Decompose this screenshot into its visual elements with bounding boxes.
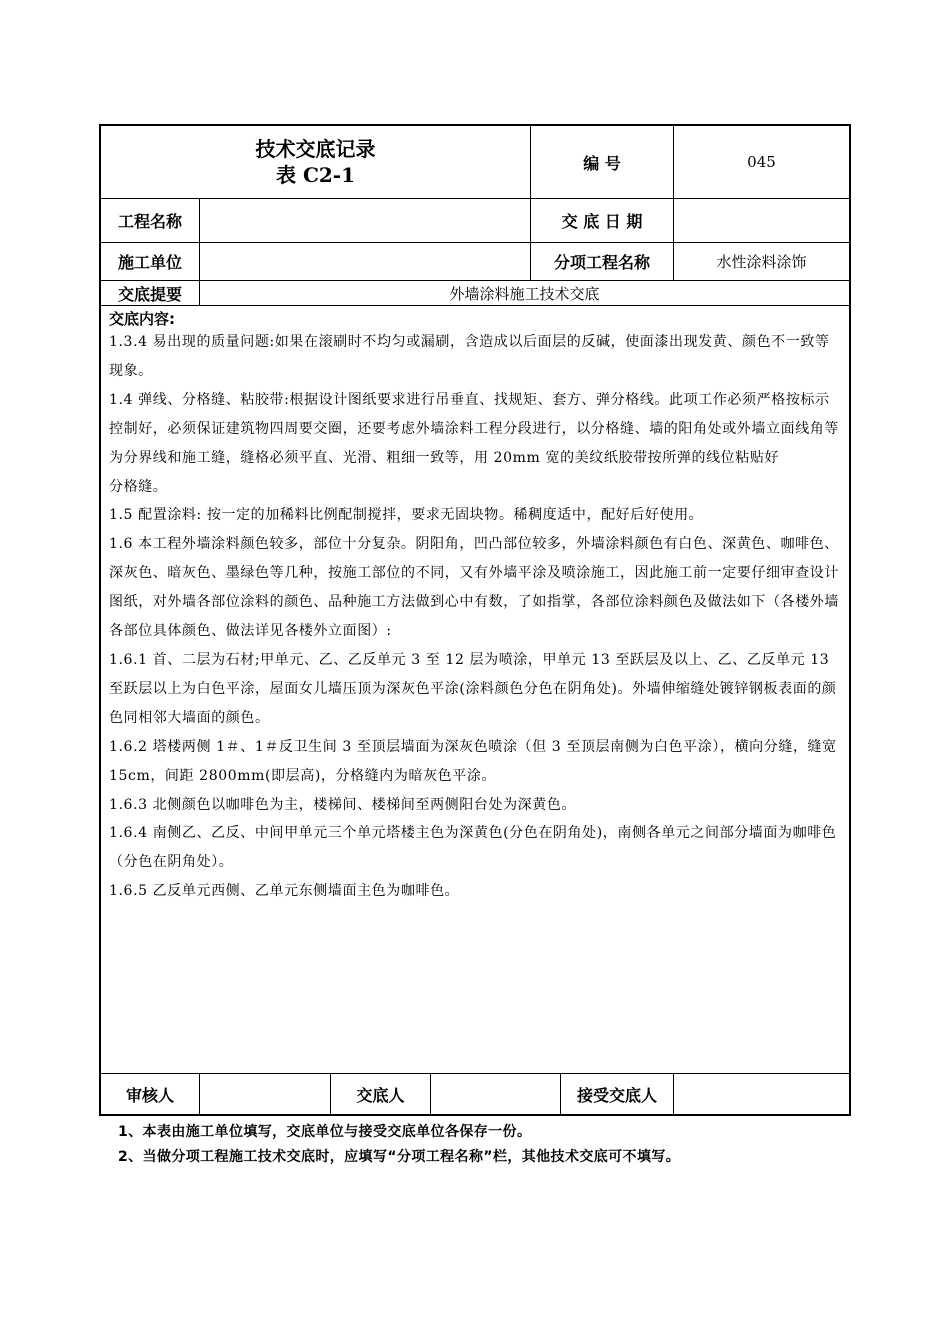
- title-row: [101, 126, 849, 199]
- content-paragraph: 1.6.3 北侧颜色以咖啡色为主，楼梯间、楼梯间至两侧阳台处为深黄色。: [109, 796, 577, 813]
- summary-row: [101, 281, 849, 306]
- signature-row: [101, 1074, 849, 1114]
- project-name-label: 工程名称: [101, 199, 200, 242]
- subproject-label: 分项工程名称: [531, 243, 674, 280]
- technical-disclosure-form: [99, 124, 851, 1116]
- content-paragraph: 1.3.4 易出现的质量问题:如果在滚刷时不均匀或漏刷，含造成以后面层的反碱，使面漆出现发黄、颜色不一致等现象。: [109, 334, 830, 379]
- content-paragraph: 1.5 配置涂料: 按一定的加稀料比例配制搅拌，要求无固块物。稀稠度适中，配好后好使用。: [109, 507, 704, 524]
- content-paragraph: 1.6.4 南侧乙、乙反、中间甲单元三个单元塔楼主色为深黄色(分色在阴角处)，南侧各单元之间部分墙面为咖啡色（分色在阴角处）。: [109, 825, 837, 871]
- content-paragraph: 1.6.1 首、二层为石材;甲单元、乙、乙反单元 3 至 12 层为喷涂，甲单元 13 至跃层及以上、乙、乙反单元 13 至跃层以上为白色平涂，屋面女儿墙压顶为深灰色平涂(涂料颜色分色在阴角处)。外墙伸缩缝处镀锌钢板表面的颜色同相邻大墙面的颜色。: [109, 651, 837, 726]
- unit-value: [200, 243, 531, 280]
- title-cell: [101, 126, 531, 198]
- content-heading: 交底内容:: [109, 310, 175, 328]
- reviewer-value: [200, 1074, 331, 1114]
- summary-label: 交底提要: [101, 281, 200, 305]
- receiver-label: 接受交底人: [561, 1074, 674, 1114]
- date-value: [674, 199, 849, 242]
- form-notes: [118, 1120, 858, 1170]
- date-label: 交 底 日 期: [531, 199, 674, 242]
- discloser-label: 交底人: [331, 1074, 431, 1114]
- unit-row: [101, 243, 849, 281]
- subproject-value: 水性涂料涂饰: [716, 253, 807, 271]
- project-row: [101, 199, 849, 243]
- reviewer-label: 审核人: [101, 1074, 200, 1114]
- unit-label: 施工单位: [101, 243, 200, 280]
- disclosure-content: [101, 306, 849, 1074]
- content-paragraph: 1.6.5 乙反单元西侧、乙单元东侧墙面主色为咖啡色。: [109, 883, 460, 900]
- number-value: 045: [747, 153, 776, 171]
- content-paragraph: 1.6 本工程外墙涂料颜色较多，部位十分复杂。阴阳角，凹凸部位较多，外墙涂料颜色有白色、深黄色、咖啡色、深灰色、暗灰色、墨绿色等几种，按施工部位的不同，又有外墙平涂及喷涂施工，因此施工前一定要仔细审查设计图纸，对外墙各部位涂料的颜色、品种施工方法做到心中有数，了如指掌，各部位涂料颜色及做法如下（各楼外墙各部位具体颜色、做法详见各楼外立面图）:: [109, 536, 839, 640]
- note-item: 2、当做分项工程施工技术交底时，应填写“分项工程名称”栏，其他技术交底可不填写。: [118, 1149, 681, 1165]
- note-item: 1、本表由施工单位填写，交底单位与接受交底单位各保存一份。: [118, 1124, 532, 1140]
- receiver-value: [674, 1074, 849, 1114]
- content-paragraph: 1.4 弹线、分格缝、粘胶带:根据设计图纸要求进行吊垂直、找规矩、套方、弹分格线。此项工作必须严格按标示控制好，必须保证建筑物四周要交圈，还要考虑外墙涂料工程分段进行，以分格缝、墙的阳角处或外墙立面线角等为分界线和施工缝，缝格必须平直、光滑、粗细一致等，用 20mm 宽的美纹纸胶带按所弹的线位粘贴好: [109, 391, 839, 466]
- project-name-value: [200, 199, 531, 242]
- content-paragraph: 1.6.2 塔楼两侧 1＃、1＃反卫生间 3 至顶层墙面为深灰色喷涂（但 3 至顶层南侧为白色平涂），横向分缝，缝宽 15cm，间距 2800mm(即层高)，分格缝内为暗灰色平涂。: [109, 738, 837, 784]
- number-label: 编 号: [531, 126, 674, 198]
- form-subtitle: 表 C2-1: [275, 163, 355, 187]
- form-title: 技术交底记录: [255, 137, 376, 161]
- discloser-value: [431, 1074, 561, 1114]
- summary-value: 外墙涂料施工技术交底: [449, 284, 600, 303]
- content-paragraph: 分格缝。: [109, 478, 168, 495]
